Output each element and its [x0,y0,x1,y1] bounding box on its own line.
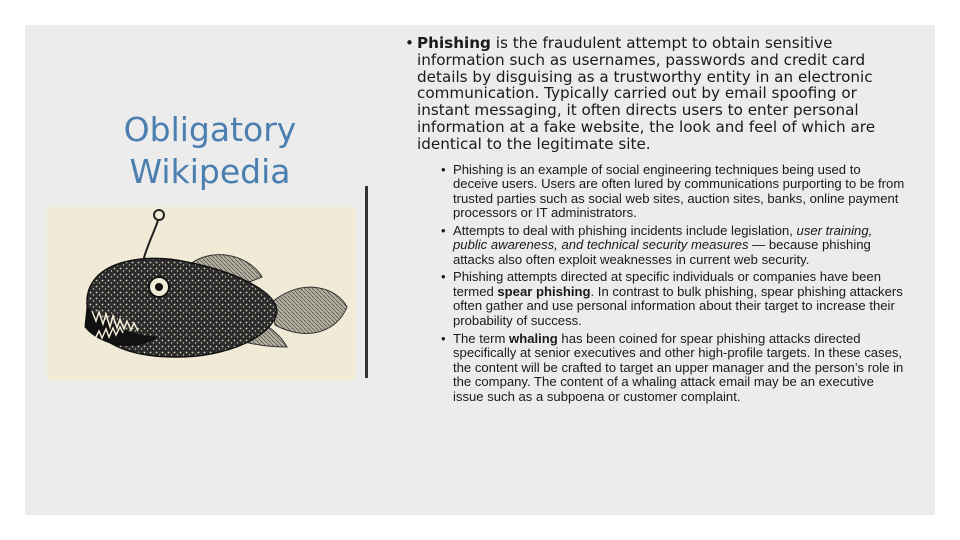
bullet-glyph: • [405,34,414,52]
sub-bullet-2-after: — because phishing attacks also often exploit weaknesses in current web security. [453,237,871,267]
sub-bullet-2-emphasis: user training, public awareness, and technical security measures [453,222,873,253]
vertical-divider [365,186,368,378]
slide [25,25,935,515]
sub-bullet-3-before: Phishing attempts directed at specific individuals or companies have been termed [453,269,881,299]
tail-fin [272,287,347,333]
bullet-glyph: • [441,161,446,177]
lure-bulb [154,210,164,220]
title-line-1: Obligatory [123,110,297,149]
sub-bullet-4-after: has been coined for spear phishing attacks directed specifically at senior executives and other high-profile targets. In these cases, the content will be crafted to target an upper manager and the person’s role in the company. The content of a whaling attack email may be an executive issue such as a subpoena or customer complaint. [453,330,904,404]
main-text: is the fraudulent attempt to obtain sensitive information such as usernames, passwords and credit card details by disguising as a trustworthy entity in an electronic communication. Typically carried out by email spoofing or instant messaging, it often directs users to enter personal information at a fake website, the look and feel of which are identical to the legitimate site. [417,34,876,153]
bullet-glyph: • [441,330,446,346]
main-term: Phishing [417,34,491,52]
sub-bullet-2 [441,224,905,268]
slide-title [120,109,300,193]
bullet-glyph: • [441,269,446,285]
sub-bullet-4-term: whaling [509,330,558,346]
sub-bullet-list [405,163,905,405]
sub-bullet-4-before: The term [453,330,510,346]
anglerfish-image [47,207,355,381]
anglerfish-illustration [47,207,355,381]
sub-bullet-1-text: Phishing is an example of social engineering techniques being used to deceive users. Users are often lured by communications purporting to be from trusted parties such as social web sites, auction sites, banks, online payment processors or IT administrators. [453,161,905,221]
title-line-2: Wikipedia [129,152,291,191]
sub-bullet-1 [441,163,905,221]
sub-bullet-3 [441,270,905,328]
sub-bullet-3-after: . In contrast to bulk phishing, spear phishing attackers often gather and use personal information about their target to increase their probability of success. [453,283,903,328]
sub-bullet-3-term: spear phishing [497,283,591,299]
main-bullet [405,35,905,153]
bullet-glyph: • [441,222,446,238]
content-area [405,35,905,407]
sub-bullet-4 [441,332,905,405]
sub-bullet-2-before: Attempts to deal with phishing incidents include legislation, [453,222,797,238]
